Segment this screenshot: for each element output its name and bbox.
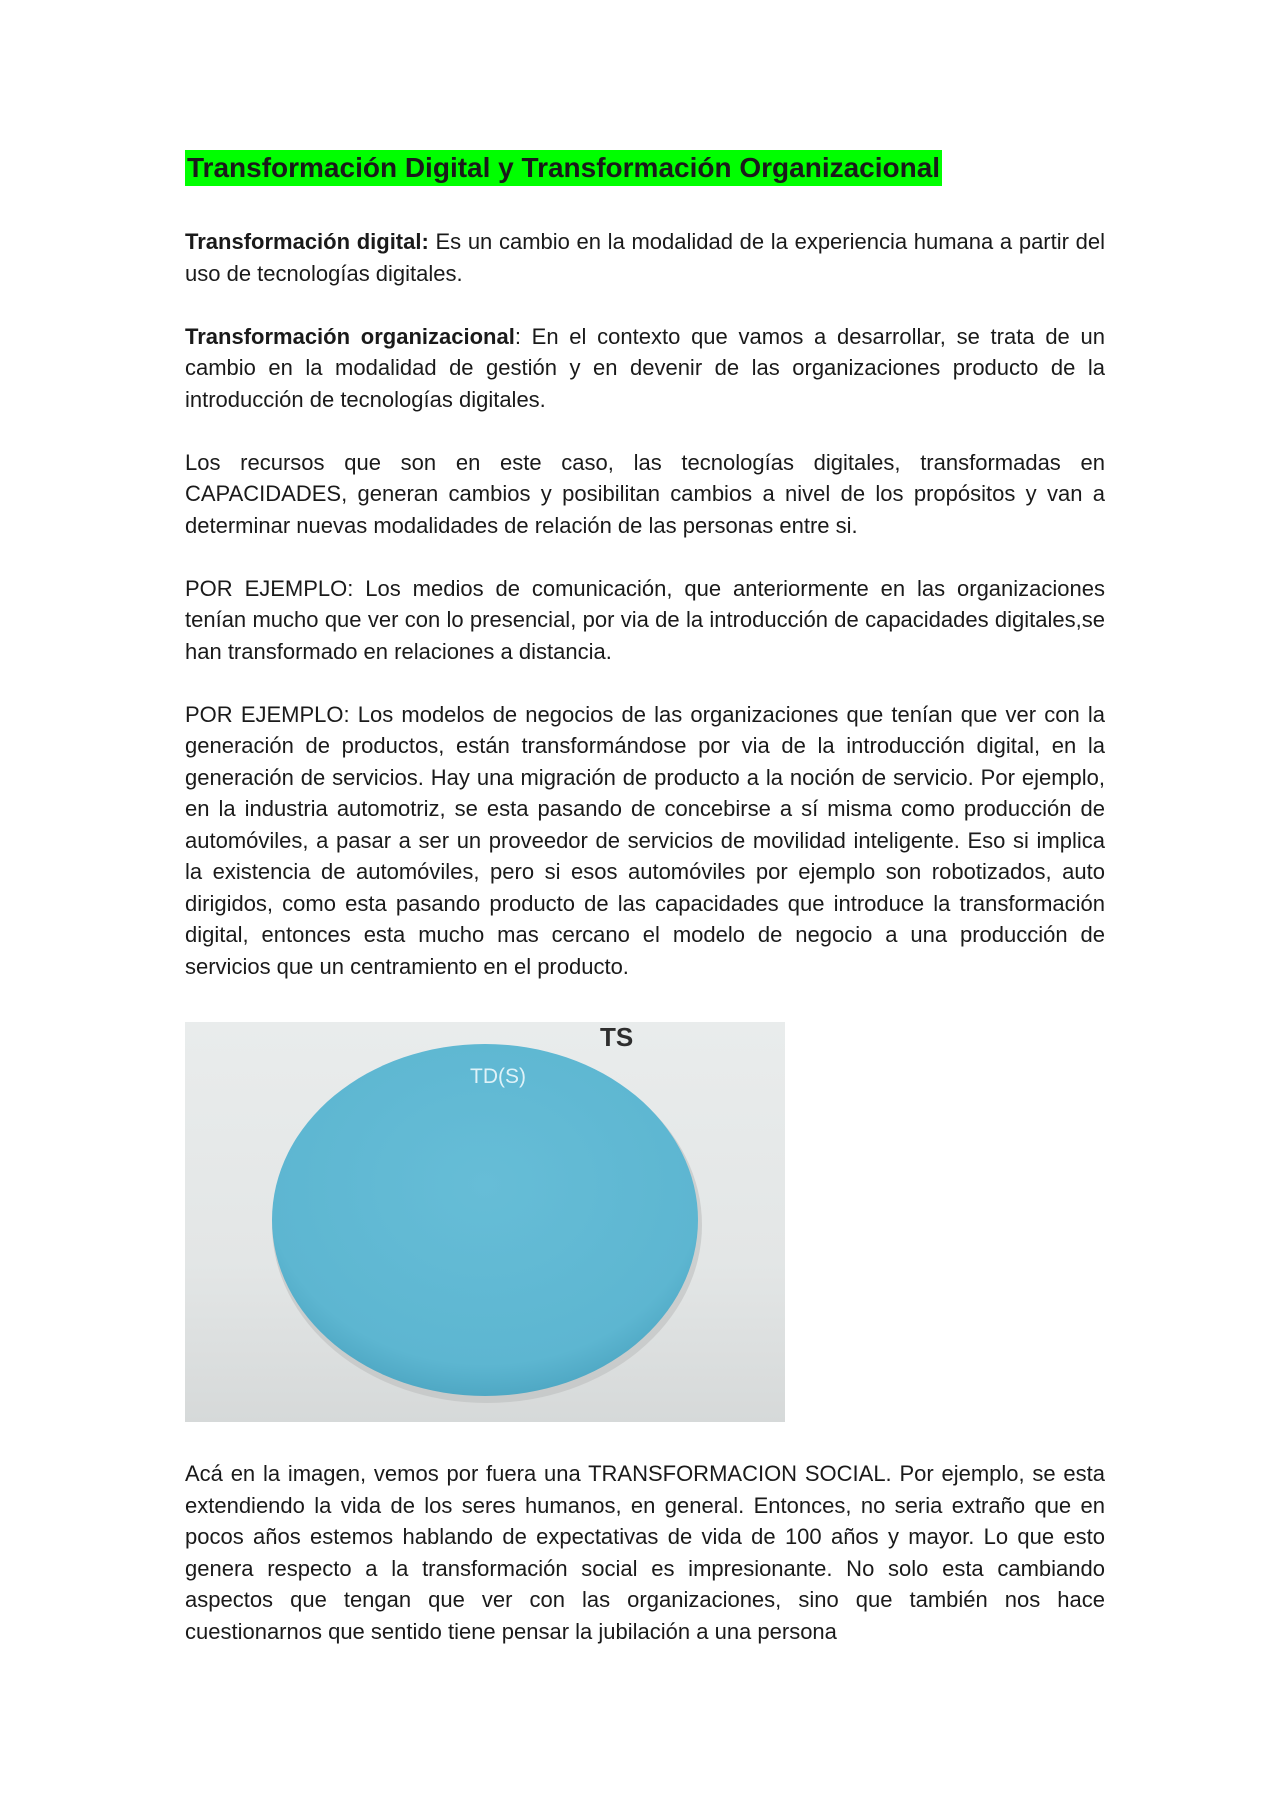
- venn-diagram-svg: [185, 1022, 785, 1422]
- paragraph-transformacion-social: Acá en la imagen, vemos por fuera una TRANSFORMACION SOCIAL. Por ejemplo, se esta extendiendo la vida de los seres humanos, en general. Entonces, no seria extraño que en pocos años estemos hablando de expectativas de vida de 100 años y mayor. Lo que esto genera respecto a la transformación social es impresionante. No solo esta cambiando aspectos que tengan que ver con las organizaciones, sino que también nos hace cuestionarnos que sentido tiene pensar la jubilación a una persona: [185, 1461, 1105, 1644]
- ts-label: TS: [600, 1022, 634, 1052]
- term-transformacion-digital: Transformación digital:: [185, 229, 429, 254]
- paragraph-ejemplo-comunicacion: POR EJEMPLO: Los medios de comunicación, que anteriormente en las organizaciones tenían mucho que ver con lo presencial, por via de la introducción de capacidades digitales,se han transformado en relaciones a distancia.: [185, 575, 1105, 664]
- paragraph-transformacion-digital: [185, 226, 1105, 289]
- paragraph-recursos: Los recursos que son en este caso, las tecnologías digitales, transformadas en CAPACIDADES, generan cambios y posibilitan cambios a nivel de los propósitos y van a determinar nuevas modalidades de relación de las personas entre si.: [185, 449, 1105, 538]
- document-page: [185, 150, 1105, 1647]
- venn-diagram-image: [185, 1022, 785, 1422]
- page-title: Transformación Digital y Transformación Organizacional: [185, 150, 942, 186]
- definition-transformacion-digital: Es un cambio en la modalidad de la experiencia humana a partir del uso de tecnologías digitales.: [185, 229, 1105, 286]
- tds-label: TD(S): [470, 1065, 526, 1088]
- paragraph-ejemplo-modelos-negocio: POR EJEMPLO: Los modelos de negocios de las organizaciones que tenían que ver con la generación de productos, están transformándose por via de la introducción digital, en la generación de servicios. Hay una migración de producto a la noción de servicio. Por ejemplo, en la industria automotriz, se esta pasando de concebirse a sí misma como producción de automóviles, a pasar a ser un proveedor de servicios de movilidad inteligente. Eso si implica la existencia de automóviles, pero si esos automóviles por ejemplo son robotizados, auto dirigidos, como esta pasando producto de las capacidades que introduce la transformación digital, entonces esta mucho mas cercano el modelo de negocio a una producción de servicios que un centramiento en el producto.: [185, 701, 1105, 979]
- paragraph-transformacion-organizacional: [185, 321, 1105, 416]
- td-circle: [272, 1044, 698, 1396]
- term-transformacion-organizacional: Transformación organizacional: [185, 323, 515, 349]
- definition-transformacion-organizacional: : En el contexto que vamos a desarrollar, se trata de un cambio en la modalidad de gestión y en devenir de las organizaciones producto de la introducción de tecnologías digitales.: [185, 323, 1105, 412]
